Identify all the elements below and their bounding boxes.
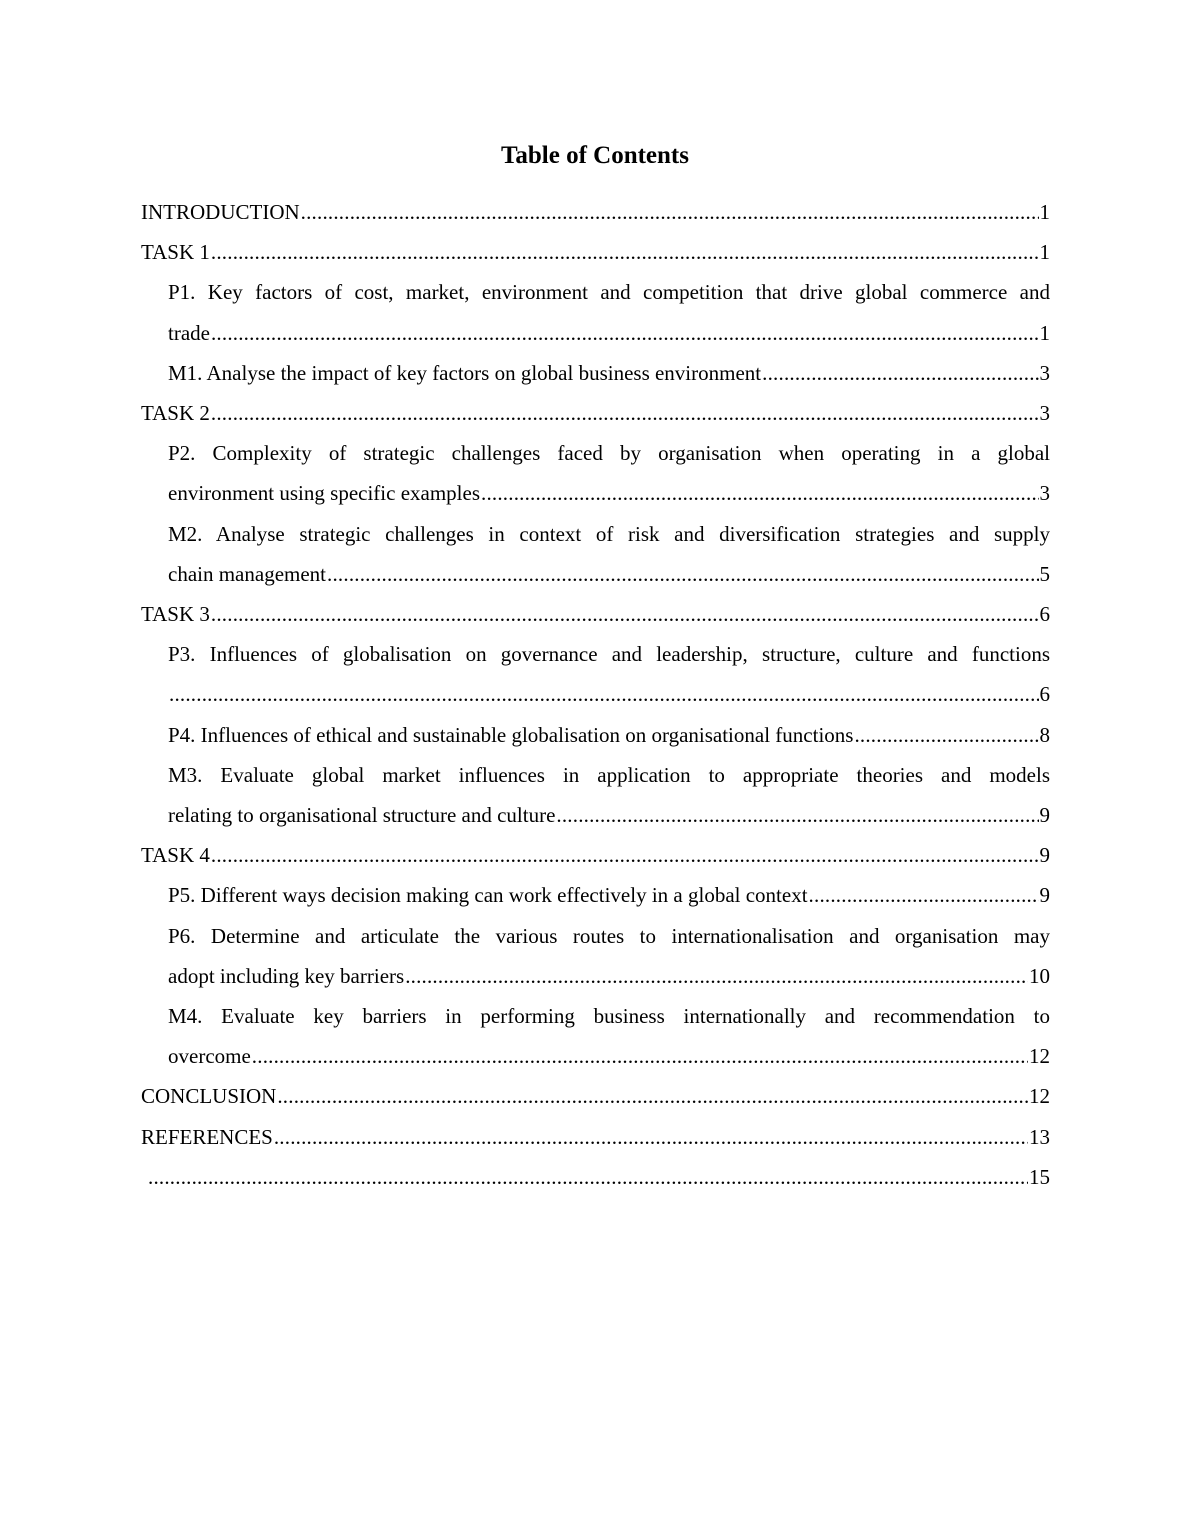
dot-leader xyxy=(556,795,1038,835)
toc-page-number: 8 xyxy=(1039,722,1050,747)
toc-entry-m4[interactable] xyxy=(168,996,1050,1076)
toc-page-number: 3 xyxy=(1039,401,1050,426)
toc-entry-label: TASK 1 xyxy=(141,240,210,265)
toc-entry-p2[interactable] xyxy=(168,433,1050,513)
toc-page-number: 1 xyxy=(1039,200,1050,224)
dot-leader xyxy=(252,1036,1028,1076)
toc-entry-label: TASK 3 xyxy=(141,602,210,627)
toc-entry-label: P5. Different ways decision making can work effectively in a global context xyxy=(168,883,808,908)
toc-entry-label-line-2: chain management xyxy=(168,561,327,586)
dot-leader xyxy=(481,473,1039,513)
dot-leader xyxy=(405,956,1028,996)
toc-title: Table of Contents xyxy=(501,142,689,169)
toc-page-number: 3 xyxy=(1039,360,1050,385)
dot-leader xyxy=(148,1157,1028,1197)
dot-leader xyxy=(277,1076,1028,1116)
dot-leader xyxy=(211,393,1039,433)
toc-entry-p6[interactable] xyxy=(168,916,1050,996)
toc-entry-p4[interactable] xyxy=(168,715,1050,755)
toc-entry-label: INTRODUCTION xyxy=(141,200,300,224)
toc-entry-label-line-2: adopt including key barriers xyxy=(168,963,405,988)
toc-page-number: 5 xyxy=(1039,561,1050,586)
toc-page-number: 3 xyxy=(1039,481,1050,506)
toc-entry-m3[interactable] xyxy=(168,755,1050,835)
toc-page-number: 10 xyxy=(1029,963,1050,988)
dot-leader xyxy=(211,232,1039,272)
toc-entry-label-line-2: trade xyxy=(168,320,210,345)
toc-entry-task-3[interactable] xyxy=(141,594,1050,634)
dot-leader xyxy=(301,192,1039,232)
toc-entry-label-line-2: relating to organisational structure and culture xyxy=(168,803,556,828)
toc-entry-task-2[interactable] xyxy=(141,393,1050,433)
toc-entry-label-line-2: environment using specific examples xyxy=(168,481,480,506)
dot-leader xyxy=(211,313,1039,353)
dot-leader xyxy=(211,594,1039,634)
dot-leader xyxy=(327,554,1038,594)
toc-page-number: 1 xyxy=(1039,240,1050,265)
toc-entry-label: TASK 4 xyxy=(141,843,210,868)
toc-entry-label-line-1: P3. Influences of globalisation on governance and leadership, structure, culture and functions xyxy=(168,642,1050,667)
toc-page-number: 9 xyxy=(1039,803,1050,828)
toc-entry-task-4[interactable] xyxy=(141,835,1050,875)
toc-entry-label-line-1: M2. Analyse strategic challenges in context of risk and diversification strategies and supply xyxy=(168,521,1050,546)
toc-entry-label: REFERENCES xyxy=(141,1124,273,1149)
toc-page-number: 6 xyxy=(1039,602,1050,627)
toc-entry-introduction[interactable] xyxy=(141,192,1050,232)
toc-entry-untitled[interactable] xyxy=(147,1157,1050,1197)
toc-page-number: 6 xyxy=(1039,682,1050,707)
toc-page-number: 9 xyxy=(1039,883,1050,908)
toc-page-number: 12 xyxy=(1029,1084,1050,1109)
toc-entry-label-line-1: M3. Evaluate global market influences in application to appropriate theories and models xyxy=(168,762,1050,787)
dot-leader xyxy=(854,715,1038,755)
toc-entry-label: P4. Influences of ethical and sustainable globalisation on organisational functions xyxy=(168,722,854,747)
toc-entry-conclusion[interactable] xyxy=(141,1076,1050,1116)
toc-entry-m1[interactable] xyxy=(168,353,1050,393)
toc-entry-label-line-1: P2. Complexity of strategic challenges faced by organisation when operating in a global xyxy=(168,441,1050,466)
toc-page-number: 1 xyxy=(1039,320,1050,345)
toc-entry-label-line-1: M4. Evaluate key barriers in performing business internationally and recommendation to xyxy=(168,1004,1050,1029)
toc-entry-p3[interactable] xyxy=(168,634,1050,714)
toc-entry-p1[interactable] xyxy=(168,272,1050,352)
dot-leader xyxy=(211,835,1039,875)
toc-page-number: 12 xyxy=(1029,1044,1050,1069)
toc-entry-task-1[interactable] xyxy=(141,232,1050,272)
toc-entry-label-line-1: P6. Determine and articulate the various routes to internationalisation and organisation may xyxy=(168,923,1050,948)
dot-leader xyxy=(169,674,1039,714)
dot-leader xyxy=(809,875,1039,915)
table-of-contents xyxy=(141,192,1050,1197)
toc-entry-p5[interactable] xyxy=(168,875,1050,915)
dot-leader xyxy=(274,1117,1028,1157)
dot-leader xyxy=(762,353,1038,393)
toc-entry-label: TASK 2 xyxy=(141,401,210,426)
toc-page-number: 13 xyxy=(1029,1124,1050,1149)
toc-entry-label: CONCLUSION xyxy=(141,1084,277,1109)
toc-page-number: 15 xyxy=(1029,1164,1050,1189)
toc-entry-references[interactable] xyxy=(141,1117,1050,1157)
toc-entry-m2[interactable] xyxy=(168,514,1050,594)
toc-entry-label-line-1: P1. Key factors of cost, market, environment and competition that drive global commerce and xyxy=(168,280,1050,305)
toc-entry-label: M1. Analyse the impact of key factors on global business environment xyxy=(168,360,762,385)
toc-page-number: 9 xyxy=(1039,843,1050,868)
toc-entry-label-line-2: overcome xyxy=(168,1044,251,1069)
